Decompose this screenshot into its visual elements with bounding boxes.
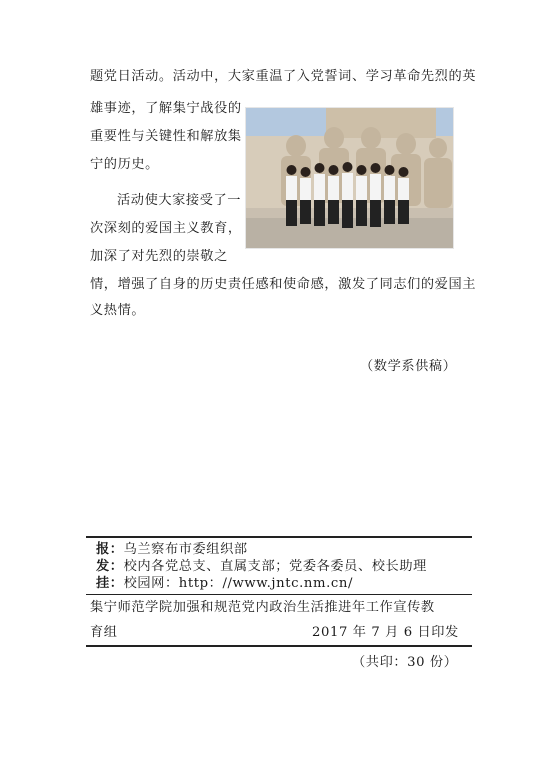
article-line-4: 宁的历史。 (90, 157, 159, 172)
middle-rule (86, 594, 472, 595)
article-line-7: 加深了对先烈的崇敬之 (90, 249, 228, 264)
group-photo (245, 107, 454, 249)
article-line-3: 重要性与关键性和解放集 (90, 129, 242, 144)
issuer-line-2: 育组 (90, 625, 118, 640)
article-line-6: 次深刻的爱国主义教育， (90, 221, 242, 236)
article-line-2: 雄事迹，了解集宁战役的 (90, 101, 242, 116)
report-value: 乌兰察布市委组织部 (123, 542, 248, 557)
send-row (96, 558, 427, 576)
article-line-9: 义热情。 (90, 303, 146, 318)
issuer-line-1: 集宁师范学院加强和规范党内政治生活推进年工作宣传教 (90, 600, 435, 615)
send-value: 校内各党总支、直属支部；党委各委员、校长助理 (123, 559, 427, 574)
bottom-rule (86, 645, 472, 647)
send-label: 发： (96, 559, 124, 574)
issue-date: 2017 年 7 月 6 日印发 (312, 625, 459, 640)
copies-count: （共印：30 份） (352, 655, 458, 670)
group-photo-illustration (246, 108, 453, 248)
article-line-8: 情，增强了自身的历史责任感和使命感，激发了同志们的爱国主 (90, 277, 477, 292)
contributor-credit: （数学系供稿） (360, 359, 457, 374)
post-label: 挂： (96, 576, 124, 591)
post-value: 校园网：http：//www.jntc.nm.cn/ (123, 576, 353, 591)
top-rule (86, 536, 472, 538)
article-line-5: 活动使大家接受了一 (117, 193, 242, 208)
report-label: 报： (96, 542, 124, 557)
post-row (96, 575, 353, 593)
article-line-1: 题党日活动。活动中，大家重温了入党誓词、学习革命先烈的英 (90, 69, 477, 84)
report-row (96, 541, 248, 559)
